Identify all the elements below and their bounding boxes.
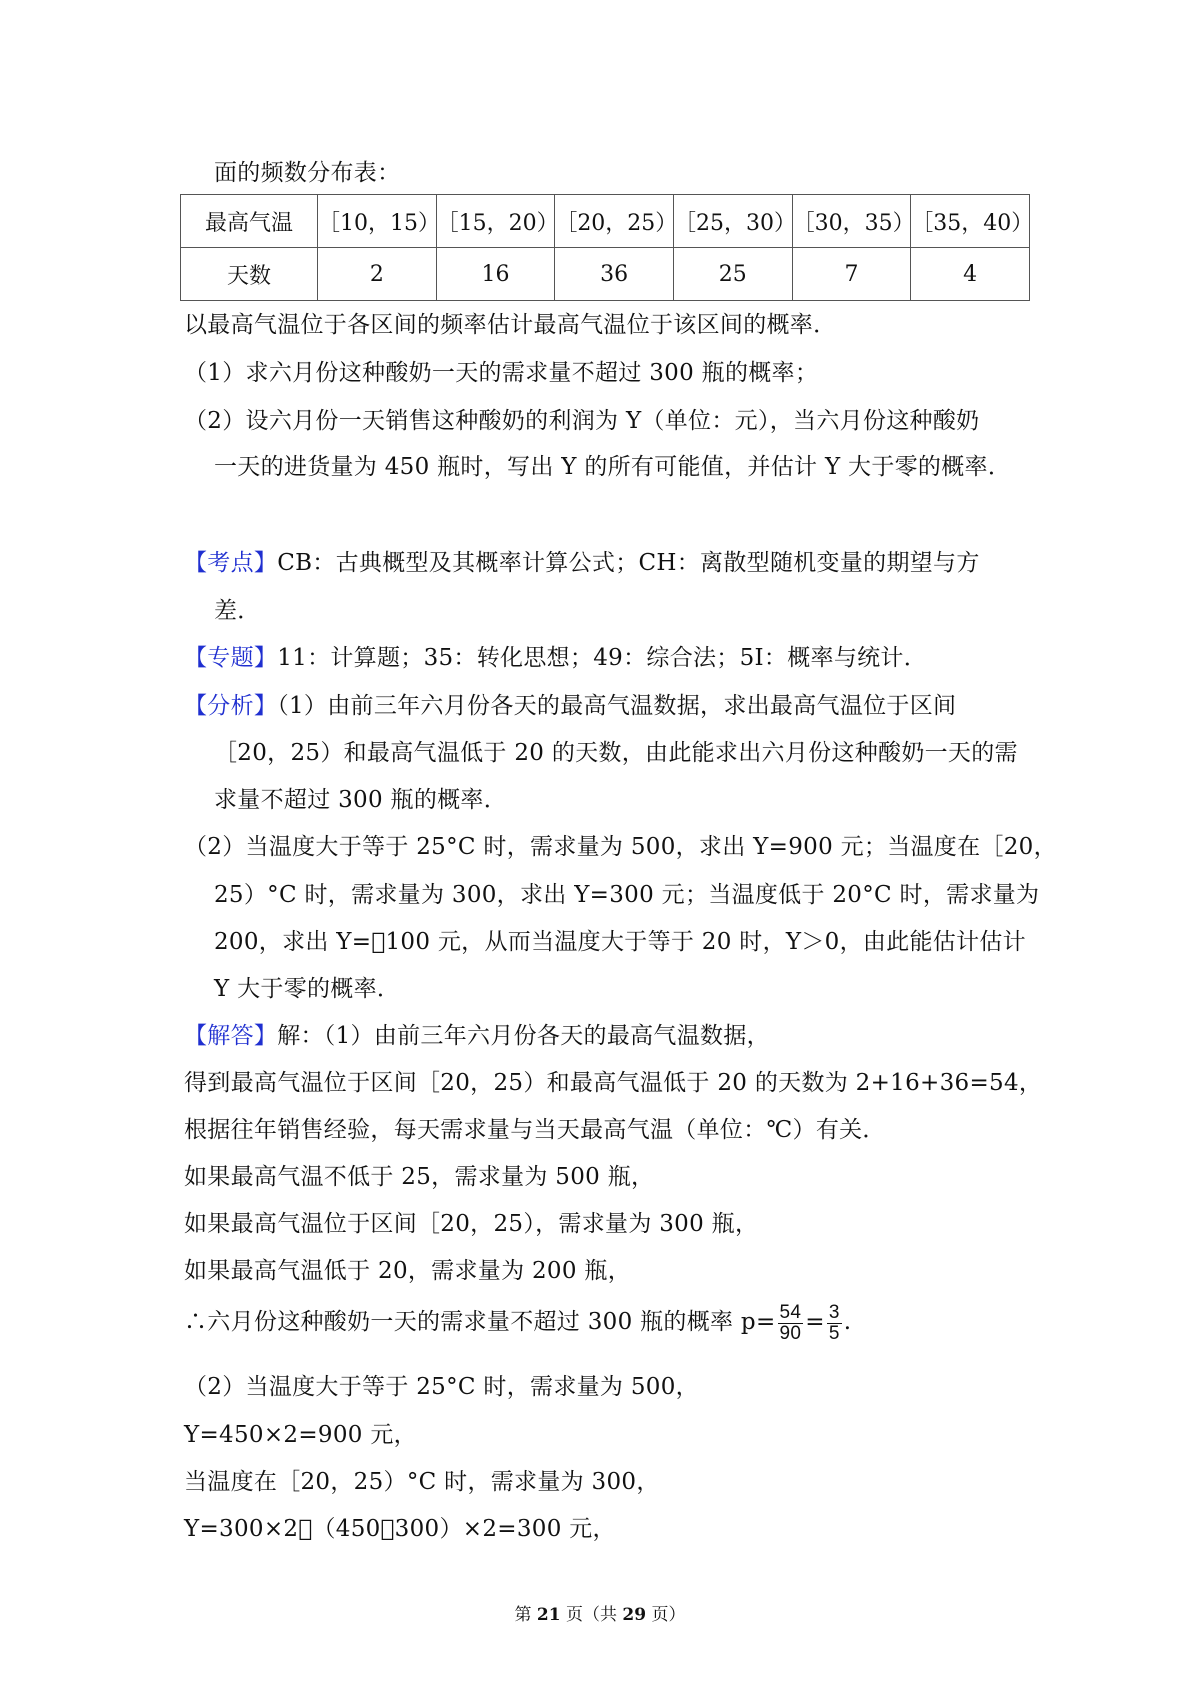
fenxi-text: （1）由前三年六月份各天的最高气温数据，求出最高气温位于区间 [277, 693, 957, 719]
fenxi-line-5: 25）°C 时，需求量为 300，求出 Y=300 元；当温度低于 20°C 时，需求量为 [214, 882, 1040, 908]
footer-suffix: 页） [651, 1605, 686, 1625]
question-2-line-1: （2）设六月份一天销售这种酸奶的利润为 Y（单位：元），当六月份这种酸奶 [184, 408, 980, 434]
fraction-denominator: 90 [779, 1322, 802, 1344]
table-cell-interval: ［25，30） [673, 195, 792, 248]
jieda-line-10: 当温度在［20，25）°C 时，需求量为 300， [184, 1469, 660, 1495]
jieda-line-3: 根据往年销售经验，每天需求量与当天最高气温（单位：℃）有关． [184, 1117, 886, 1143]
jieda-line-7 [184, 1300, 851, 1344]
jieda-line-11: Y=300×2 （450 300）×2=300 元， [184, 1516, 616, 1542]
question-1: （1）求六月份这种酸奶一天的需求量不超过 300 瓶的概率； [184, 360, 819, 386]
fenxi-line-6: 200，求出 Y= 100 元，从而当温度大于等于 20 时，Y＞0，由此能估计估计 [214, 929, 1026, 955]
table-cell-count: 4 [911, 248, 1030, 301]
fraction-54-90 [778, 1303, 804, 1344]
frequency-table [180, 194, 1034, 301]
estimate-note: 以最高气温位于各区间的频率估计最高气温位于该区间的概率． [184, 312, 837, 338]
table-row [181, 248, 1030, 301]
fraction-numerator: 54 [779, 1301, 802, 1323]
table-cell-interval: ［20，25） [555, 195, 674, 248]
zhuanti-tag: 【专题】 [184, 645, 278, 671]
table-cell-count: 7 [792, 248, 911, 301]
jieda-line-5: 如果最高气温位于区间［20，25），需求量为 300 瓶， [184, 1211, 759, 1237]
fenxi-line-4: （2）当温度大于等于 25°C 时，需求量为 500，求出 Y=900 元；当温度在［20， [184, 834, 1057, 860]
jieda-line-4: 如果最高气温不低于 25，需求量为 500 瓶， [184, 1164, 655, 1190]
table-cell-interval: ［15，20） [436, 195, 555, 248]
fenxi-line-2: ［20，25）和最高气温低于 20 的天数，由此能求出六月份这种酸奶一天的需 [214, 740, 1018, 766]
table-cell-count: 16 [436, 248, 555, 301]
footer-prefix: 第 [514, 1605, 532, 1625]
jieda-line-9: Y=450×2=900 元， [184, 1422, 417, 1448]
fenxi-line-3: 求量不超过 300 瓶的概率． [214, 787, 508, 813]
table-header-label: 最高气温 [181, 195, 318, 248]
period: . [843, 1309, 852, 1335]
table-cell-count: 36 [555, 248, 674, 301]
kaodian-line-1 [184, 548, 980, 578]
jieda-line-2: 得到最高气温位于区间［20，25）和最高气温低于 20 的天数为 2+16+36=54， [184, 1070, 1043, 1096]
kaodian-text: CB：古典概型及其概率计算公式；CH：离散型随机变量的期望与方 [277, 550, 980, 576]
table-row-label: 天数 [181, 248, 318, 301]
fraction-3-5 [827, 1303, 842, 1344]
zhuanti-text: 11：计算题；35：转化思想；49：综合法；5I：概率与统计． [277, 645, 928, 671]
fenxi-tag: 【分析】 [184, 693, 278, 719]
table-cell-interval: ［30，35） [792, 195, 911, 248]
table-cell-interval: ［35，40） [911, 195, 1030, 248]
footer-total-pages: 29 [622, 1605, 647, 1625]
jieda-text: 解：（1）由前三年六月份各天的最高气温数据， [277, 1023, 770, 1049]
footer-middle: 页（共 [566, 1605, 617, 1625]
equals-sign: = [805, 1309, 825, 1335]
table-cell-interval: ［10，15） [318, 195, 437, 248]
fraction-denominator: 5 [828, 1322, 840, 1344]
fenxi-line-7: Y 大于零的概率． [214, 976, 401, 1002]
probability-statement: ∴六月份这种酸奶一天的需求量不超过 300 瓶的概率 p= [184, 1309, 776, 1335]
jieda-line-8: （2）当温度大于等于 25°C 时，需求量为 500， [184, 1374, 699, 1400]
jieda-line-1 [184, 1021, 770, 1051]
table-cell-count: 2 [318, 248, 437, 301]
jieda-line-6: 如果最高气温低于 20，需求量为 200 瓶， [184, 1258, 631, 1284]
kaodian-line-2: 差． [214, 598, 261, 624]
page-footer [0, 1600, 1200, 1625]
question-2-line-2: 一天的进货量为 450 瓶时，写出 Y 的所有可能值，并估计 Y 大于零的概率． [214, 454, 1012, 480]
table-cell-count: 25 [673, 248, 792, 301]
fraction-numerator: 3 [828, 1301, 840, 1323]
fenxi-line-1 [184, 691, 956, 721]
table-row [181, 195, 1030, 248]
footer-page-number: 21 [536, 1605, 561, 1625]
zhuanti-line [184, 643, 927, 673]
kaodian-tag: 【考点】 [184, 550, 278, 576]
intro-line: 面的频数分布表： [214, 160, 401, 186]
jieda-tag: 【解答】 [184, 1023, 278, 1049]
